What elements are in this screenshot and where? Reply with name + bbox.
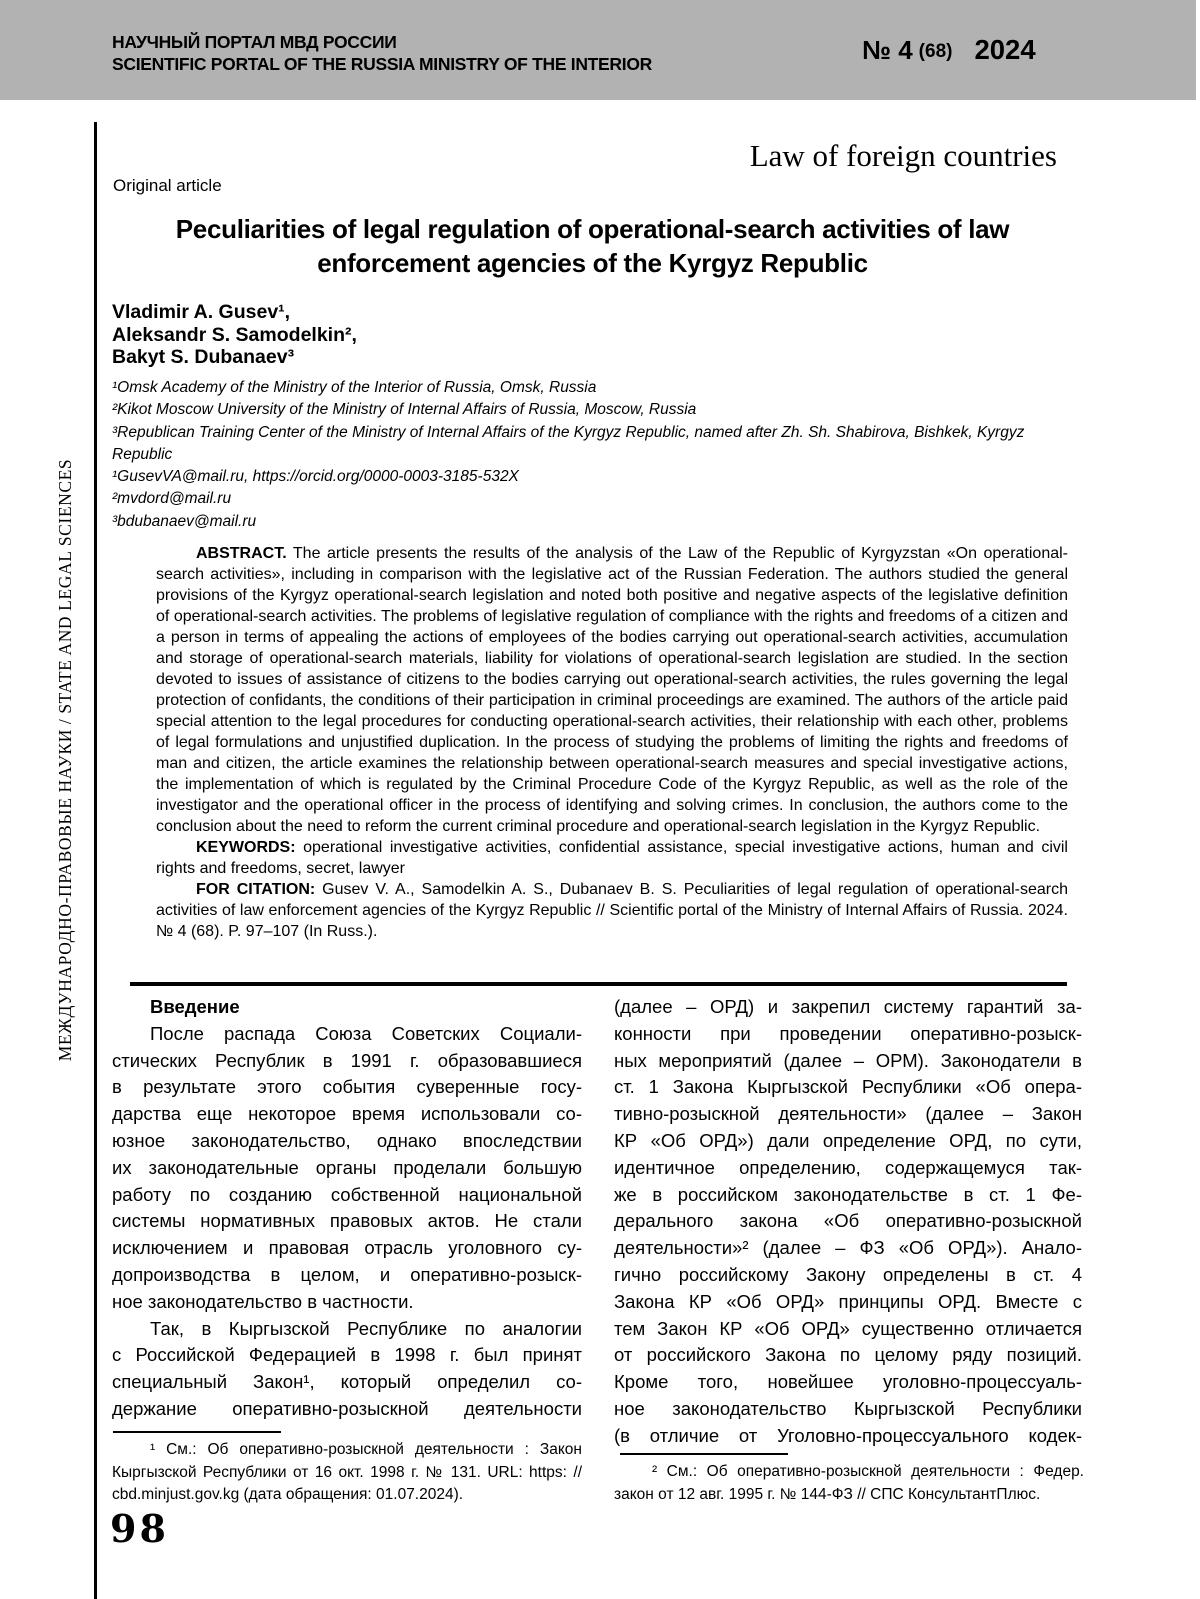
body-line: деятельности»² (далее – ФЗ «Об ОРД»). Анало- (614, 1237, 1082, 1259)
body-line: же в российском законодательстве в ст. 1 Фе- (614, 1183, 1082, 1205)
affiliation-line: ¹Omsk Academy of the Ministry of the Interior of Russia, Omsk, Russia (112, 379, 597, 396)
body-line: После распада Союза Советских Социали- (150, 1022, 582, 1044)
body-line: тивно-розыскной деятельности» (далее – Закон (614, 1103, 1082, 1125)
author-name: Bakyt S. Dubanaev³ (112, 346, 295, 368)
journal-name-ru: НАУЧНЫЙ ПОРТАЛ МВД РОССИИ (112, 32, 397, 52)
body-line: (далее – ОРД) и закрепил систему гарантий за- (614, 996, 1082, 1017)
body-line: системы нормативных правовых актов. Не стали (112, 1210, 582, 1232)
issue-cumulative-number: (68) (918, 40, 953, 62)
body-line: (в отличие от Уголовно-процессуального кодек- (614, 1424, 1082, 1446)
authors-block (112, 301, 357, 369)
affiliations-block (112, 377, 1070, 533)
left-vertical-rule (94, 122, 97, 1599)
body-line: ст. 1 Закона Кыргызской Республики «Об опера- (614, 1076, 1082, 1098)
footnote-rule-right (620, 1453, 788, 1455)
article-meta-block (156, 543, 1068, 942)
page-number: 98 (110, 1506, 169, 1551)
citation-paragraph (156, 879, 1068, 942)
keywords-text: operational investigative activities, confidential assistance, special investigative actions, human and civil rights and freedoms, secret, lawyer (156, 839, 1068, 877)
body-line: КР «Об ОРД») дали определение ОРД, по сути, (614, 1129, 1082, 1151)
body-line: Введение (150, 996, 240, 1017)
section-label: Law of foreign countries (749, 138, 1057, 173)
keywords-label: KEYWORDS: (196, 839, 296, 856)
author-name: Vladimir A. Gusev¹, (112, 301, 291, 323)
body-line: Закона КР «Об ОРД» принципы ОРД. Вместе с (614, 1290, 1082, 1312)
affiliation-line: ¹GusevVA@mail.ru, https://orcid.org/0000-0003-3185-532X (112, 468, 519, 486)
body-line: дерального закона «Об оперативно-розыскной (614, 1210, 1082, 1232)
body-line: ное законодательство Кыргызской Республики (614, 1397, 1082, 1419)
footnote-line: ² См.: Об оперативно-розыскной деятельности : Федер. (652, 1463, 1084, 1480)
body-line: исключением и правовая отрасль уголовного су- (112, 1237, 582, 1259)
issue-block (862, 0, 1036, 100)
article-type-label: Original article (113, 176, 222, 195)
footnote-line: закон от 12 авг. 1995 г. № 144-ФЗ // СПС КонсультантПлюс. (614, 1485, 1041, 1503)
body-line: допроизводства в целом, и оперативно-розыск- (112, 1263, 582, 1285)
footnote-line: Кыргызской Республики от 16 окт. 1998 г. № 131. URL: https: // (112, 1463, 582, 1481)
body-line: с Российской Федерацией в 1998 г. был принят (112, 1344, 582, 1366)
body-line: юзное законодательство, однако впоследствии (112, 1129, 582, 1151)
body-line: конности при проведении оперативно-розыск- (614, 1022, 1082, 1044)
body-line: от российского Закона по целому ряду позиций. (614, 1344, 1082, 1366)
body-line: дарства еще некоторое время использовали со- (112, 1103, 582, 1125)
issue-year: 2024 (974, 34, 1036, 65)
footnote-line: cbd.minjust.gov.kg (дата обращения: 01.07.2024). (112, 1486, 464, 1503)
author-name: Aleksandr S. Samodelkin², (112, 323, 357, 346)
abstract-paragraph (156, 543, 1068, 837)
abstract-text: The article presents the results of the analysis of the Law of the Republic of Kyrgyzstan «On operational-search activities», including in comparison with the legislative act of the Russian Federation. The authors studied the general provisions of the Kyrgyz operational-search legislation and noted both positive and negative aspects of the legislative definition of operational-search activities. The problems of legislative regulation of compliance with the rights and freedoms of a citizen and a person in terms of appealing the actions of employees of the bodies carrying out operational-search activities, accumulation and storage of operational-search materials, liability for violations of operational-search legislation are studied. In the section devoted to issues of assistance of citizens to the bodies carrying out operational-search activities, the rules governing the legal protection of confidants, the conditions of their participation in criminal proceedings are examined. The authors of the article paid special attention to the legal procedures for conducting operational-search activities, their relationship with each other, problems of legal formulations and unjustified duplication. In the process of studying the problems of limiting the rights and freedoms of man and citizen, the article examines the relationship between operational-search measures and special investigative actions, the implementation of which is regulated by the Criminal Procedure Code of the Kyrgyz Republic, as well as the role of the investigator and the operational officer in the process of identifying and solving crimes. In conclusion, the authors come to the conclusion about the need to reform the current criminal procedure and operational-search legislation in the Kyrgyz Republic. (156, 545, 1069, 835)
footnote-left (112, 1439, 582, 1507)
abstract-label: ABSTRACT. (196, 545, 287, 562)
body-column-right (614, 994, 1082, 1450)
affiliation-line: ³bdubanaev@mail.ru (112, 512, 257, 530)
footnote-line: ¹ См.: Об оперативно-розыскной деятельности : Закон (150, 1441, 582, 1458)
affiliation-line: ²Kikot Moscow University of the Ministry of Internal Affairs of Russia, Moscow, Russia (112, 401, 697, 419)
body-line: держание оперативно-розыскной деятельности (112, 1397, 582, 1419)
footnote-rule-left (113, 1431, 281, 1433)
body-line: Так, в Кыргызской Республике по аналогии (150, 1317, 582, 1339)
body-line: ное законодательство в частности. (112, 1290, 414, 1312)
meta-body-divider (130, 982, 1067, 986)
citation-text: Gusev V. A., Samodelkin A. S., Dubanaev B. S. Peculiarities of legal regulation of operational-search activities of law enforcement agencies of the Kyrgyz Republic // Scientific portal of the Ministry of Internal Affairs of Russia. 2024. № 4 (68). P. 97–107 (In Russ.). (156, 881, 1069, 940)
body-line: гично российскому Закону определены в ст. 4 (614, 1263, 1082, 1285)
body-line: ных мероприятий (далее – ОРМ). Законодатели в (614, 1049, 1082, 1071)
article-title: Peculiarities of legal regulation of operational-search activities of law enforcement agencies of the Kyrgyz Republic (175, 214, 1010, 278)
section-rubric-vertical: МЕЖДУНАРОДНО-ПРАВОВЫЕ НАУКИ / STATE AND LEGAL SCIENCES (55, 458, 75, 1062)
body-line: стических Республик в 1991 г. образовавшиеся (112, 1049, 582, 1071)
affiliation-line: ²mvdord@mail.ru (112, 490, 232, 508)
journal-name-block (112, 31, 652, 75)
issue-number: № 4 (862, 34, 913, 65)
keywords-paragraph (156, 837, 1068, 879)
body-line: специальный Закон¹, который определил со- (112, 1371, 582, 1393)
footnote-right (614, 1461, 1084, 1506)
body-line: работу по созданию собственной национальной (112, 1183, 582, 1205)
body-line: их законодательные органы проделали большую (112, 1156, 582, 1178)
affiliation-line: ³Republican Training Center of the Ministry of Internal Affairs of the Kyrgyz Republic, named after Zh. Sh. Shabirova, Bishkek, Kyrgyz Republic (112, 423, 1025, 463)
body-line: идентичное определению, содержащемуся так- (614, 1156, 1082, 1178)
body-line: тем Закон КР «Об ОРД» существенно отличается (614, 1317, 1082, 1339)
journal-name-en: SCIENTIFIC PORTAL OF THE RUSSIA MINISTRY OF THE INTERIOR (112, 54, 652, 74)
citation-label: FOR CITATION: (196, 881, 316, 898)
body-line: Кроме того, новейшее уголовно-процессуаль- (614, 1371, 1082, 1393)
journal-header-bar (0, 0, 1196, 100)
body-line: в результате этого события суверенные госу- (112, 1076, 582, 1098)
body-column-left (112, 994, 582, 1423)
